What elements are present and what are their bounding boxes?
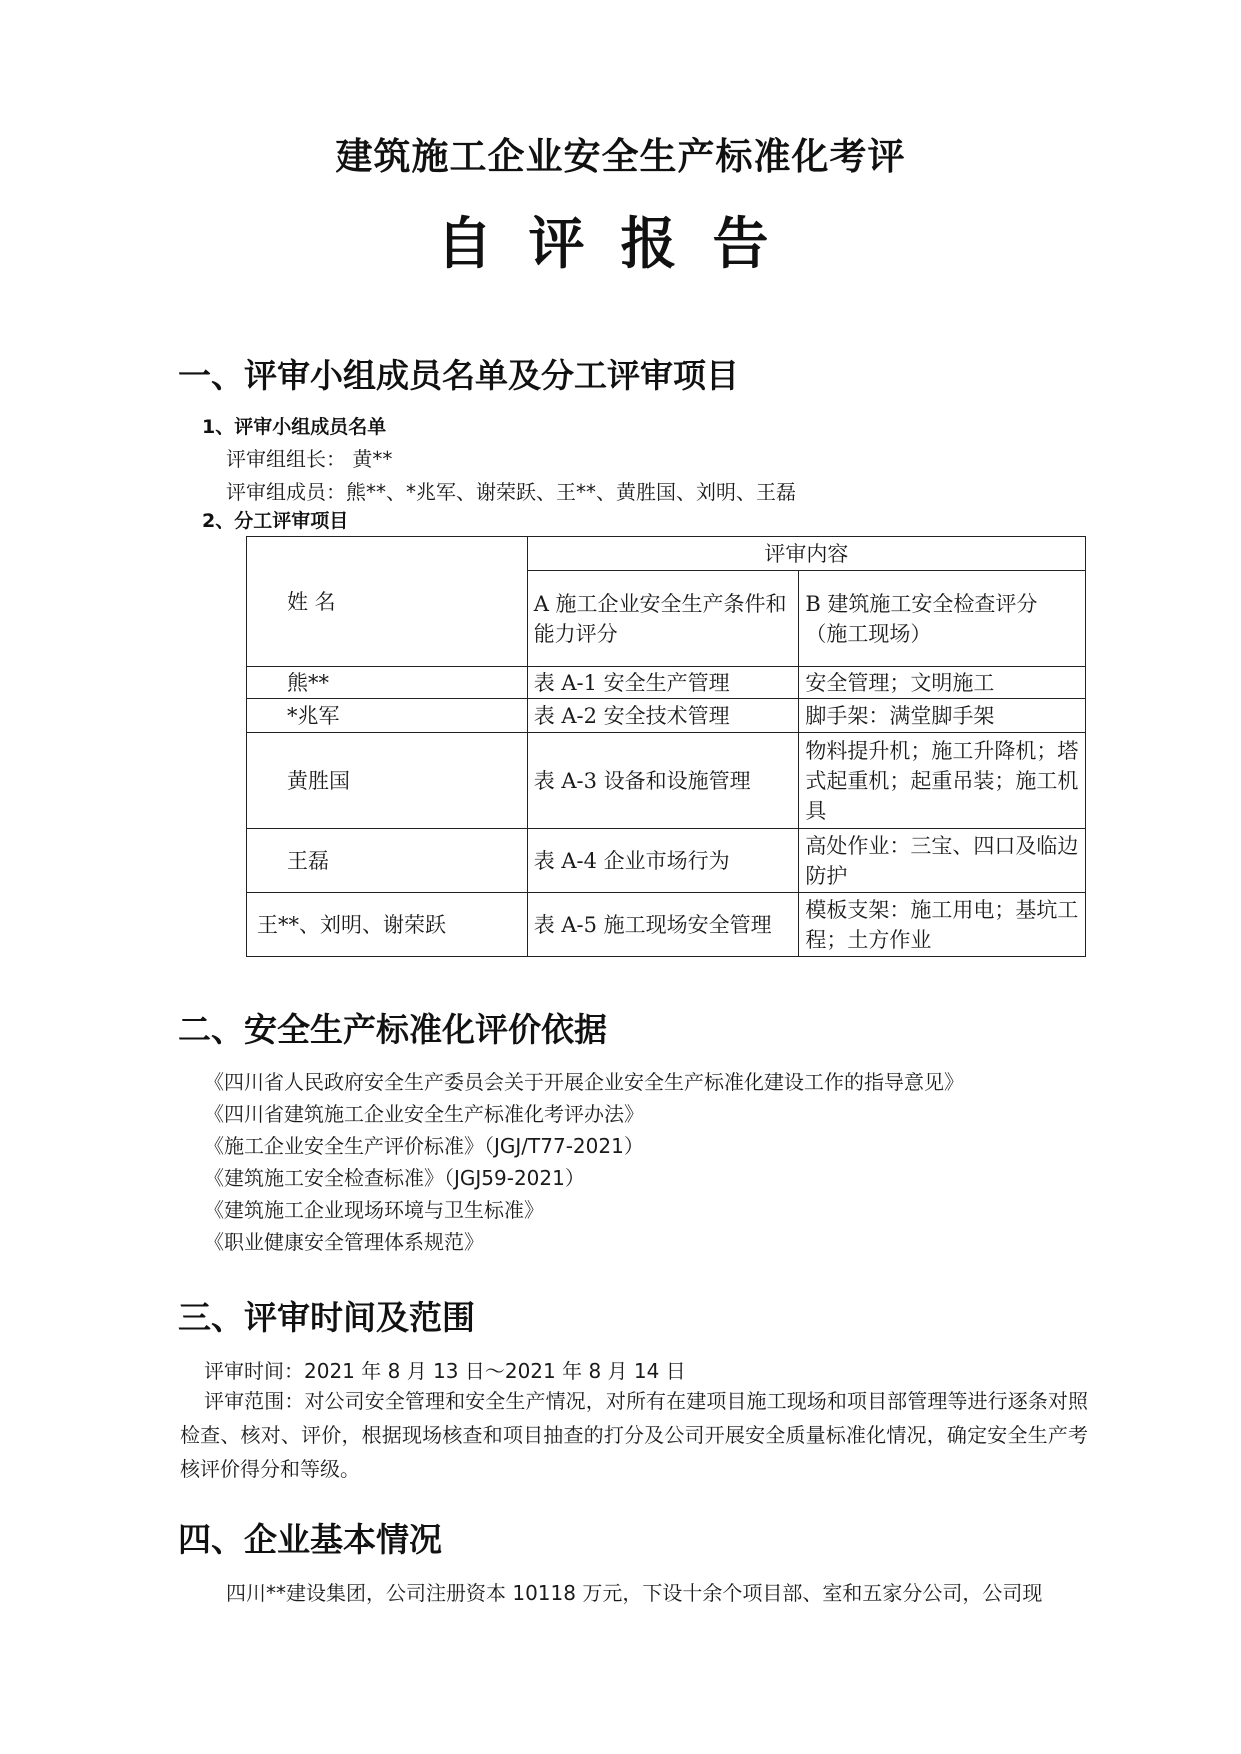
row-name: *兆军 [247, 699, 528, 733]
row-name: 熊** [247, 667, 528, 699]
reference-item: 《四川省人民政府安全生产委员会关于开展企业安全生产标准化建设工作的指导意见》 [204, 1070, 964, 1094]
row-a: 表 A-3 设备和设施管理 [527, 733, 799, 829]
row-name: 王**、刘明、谢荣跃 [247, 893, 528, 957]
row-a: 表 A-1 安全生产管理 [527, 667, 799, 699]
review-scope: 评审范围：对公司安全管理和安全生产情况，对所有在建项目施工现场和项目部管理等进行逐条对照检查、核对、评价，根据现场核查和项目抽查的打分及公司开展安全质量标准化情况，确定安全生产考核评价得分和等级。 [180, 1389, 1088, 1481]
table-row [247, 733, 1086, 829]
header-a-cell: A 施工企业安全生产条件和能力评分 [527, 571, 799, 667]
row-a: 表 A-4 企业市场行为 [527, 829, 799, 893]
reference-item: 《施工企业安全生产评价标准》（JGJ/T77-2021） [204, 1134, 644, 1158]
section-1-sub1: 1、评审小组成员名单 [202, 416, 387, 438]
reference-item: 《四川省建筑施工企业安全生产标准化考评办法》 [204, 1102, 644, 1126]
section-2-heading: 二、安全生产标准化评价依据 [178, 1010, 607, 1049]
row-b: 脚手架：满堂脚手架 [799, 699, 1086, 733]
header-name-cell: 姓 名 [247, 537, 528, 667]
reference-item: 《建筑施工企业现场环境与卫生标准》 [204, 1198, 544, 1222]
reference-item: 《职业健康安全管理体系规范》 [204, 1230, 484, 1254]
table-header-row [247, 537, 1086, 571]
header-content-cell: 评审内容 [527, 537, 1085, 571]
row-a: 表 A-2 安全技术管理 [527, 699, 799, 733]
row-b: 安全管理；文明施工 [799, 667, 1086, 699]
document-subtitle: 自评报告 [436, 211, 805, 277]
header-b-cell: B 建筑施工安全检查评分（施工现场） [799, 571, 1086, 667]
document-title: 建筑施工企业安全生产标准化考评 [335, 134, 906, 178]
leader-line: 评审组组长： 黄** [226, 447, 393, 471]
row-b: 模板支架：施工用电；基坑工程；土方作业 [799, 893, 1086, 957]
section-3-heading: 三、评审时间及范围 [178, 1298, 475, 1337]
row-name: 黄胜国 [247, 733, 528, 829]
review-time: 评审时间：2021 年 8 月 13 日～2021 年 8 月 14 日 [204, 1359, 686, 1383]
review-table [246, 536, 1086, 957]
section-1-heading: 一、评审小组成员名单及分工评审项目 [178, 356, 739, 395]
company-intro: 四川**建设集团，公司注册资本 10118 万元，下设十余个项目部、室和五家分公司，公司现 [226, 1581, 1043, 1605]
table-row [247, 893, 1086, 957]
section-1-sub2: 2、分工评审项目 [202, 510, 349, 532]
row-b: 高处作业：三宝、四口及临边防护 [799, 829, 1086, 893]
row-name: 王磊 [247, 829, 528, 893]
members-line: 评审组成员：熊**、*兆军、谢荣跃、王**、黄胜国、刘明、王磊 [226, 480, 796, 504]
table-row [247, 699, 1086, 733]
table-row [247, 829, 1086, 893]
row-b: 物料提升机；施工升降机；塔式起重机；起重吊装；施工机具 [799, 733, 1086, 829]
row-a: 表 A-5 施工现场安全管理 [527, 893, 799, 957]
section-4-heading: 四、企业基本情况 [178, 1520, 442, 1559]
table-row [247, 667, 1086, 699]
reference-item: 《建筑施工安全检查标准》（JGJ59-2021） [204, 1166, 585, 1190]
